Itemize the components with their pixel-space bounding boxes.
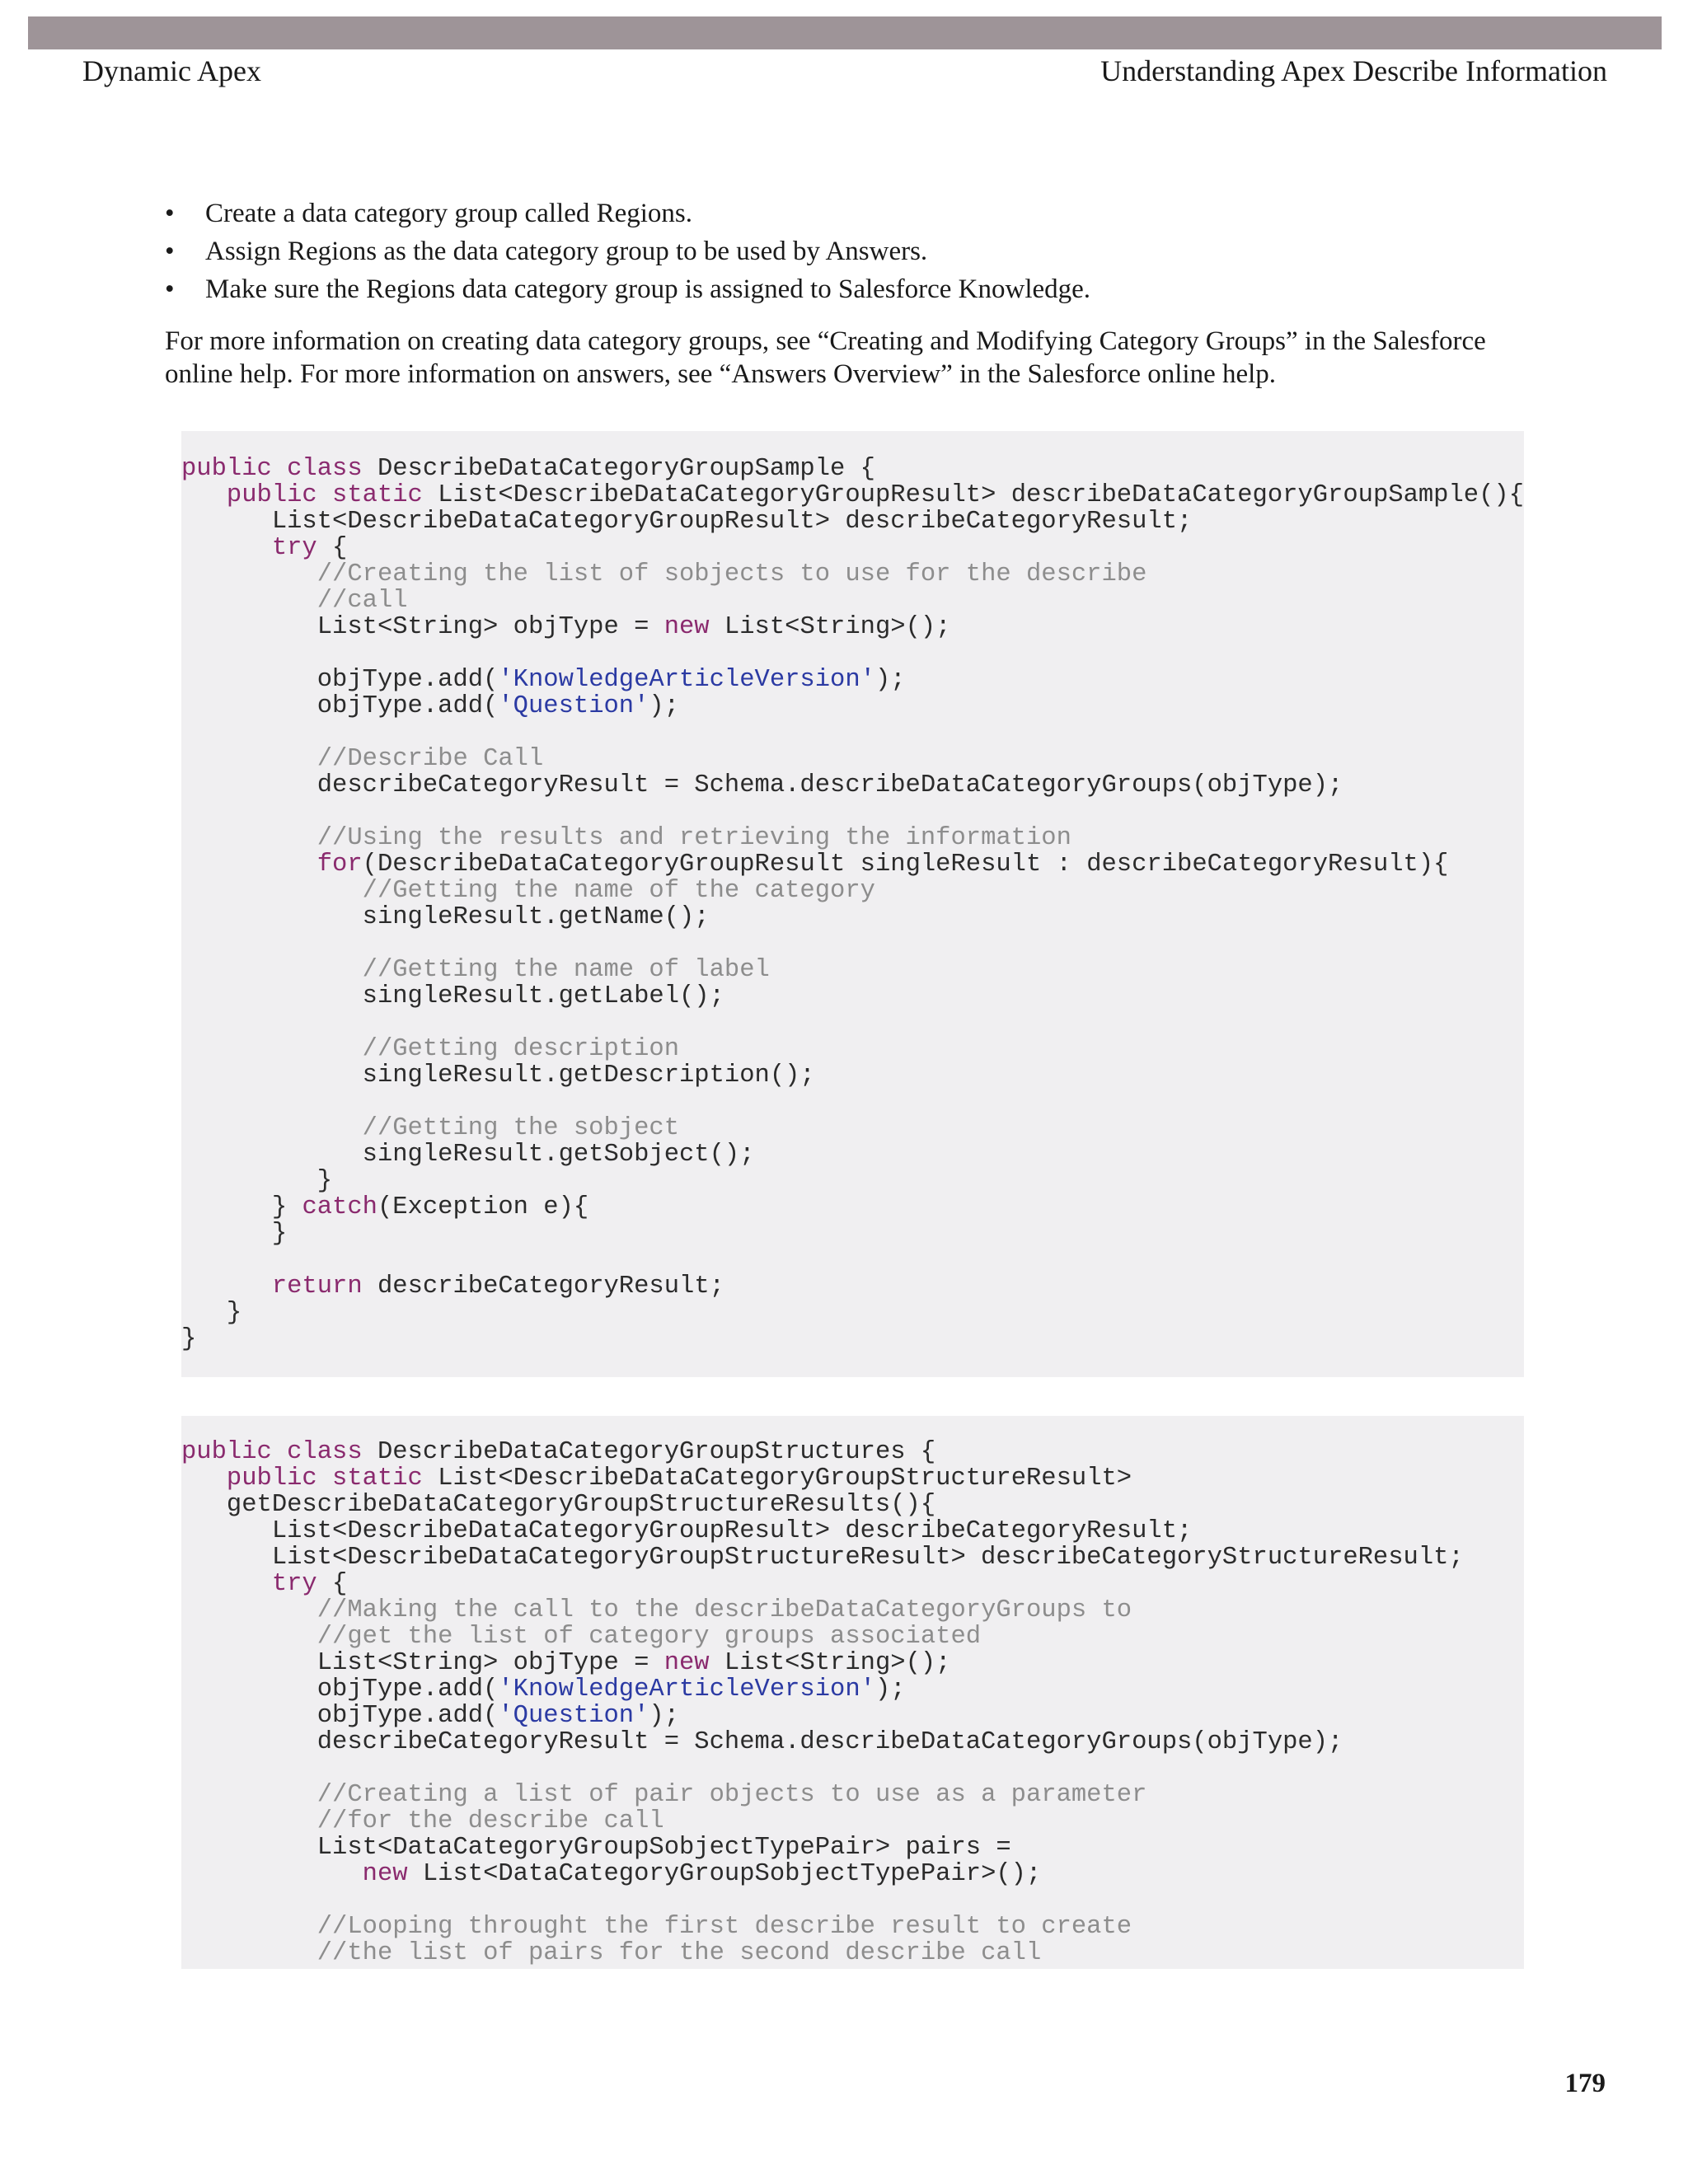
code-line bbox=[181, 561, 1524, 588]
code-text: } bbox=[181, 1325, 197, 1353]
code-keyword: public static bbox=[226, 481, 423, 509]
code-text: } bbox=[181, 1220, 288, 1248]
code-line bbox=[181, 1729, 1464, 1755]
code-keyword: try bbox=[271, 534, 317, 562]
code-line bbox=[181, 878, 1524, 904]
code-comment: //the list of pairs for the second describe call bbox=[316, 1939, 1042, 1967]
code-line bbox=[181, 509, 1524, 535]
code-line bbox=[181, 1861, 1464, 1887]
list-item-text: Assign Regions as the data category group to be used by Answers. bbox=[205, 237, 928, 266]
code-line bbox=[181, 1544, 1464, 1571]
code-text bbox=[181, 745, 317, 773]
code-line bbox=[181, 1326, 1524, 1352]
code-line bbox=[181, 957, 1524, 983]
code-text: ); bbox=[874, 1675, 906, 1704]
list-item bbox=[165, 194, 1525, 232]
code-text: List<String>(); bbox=[709, 1649, 951, 1677]
code-keyword: new bbox=[663, 613, 710, 641]
code-line bbox=[181, 1300, 1524, 1326]
code-text: getDescribeDataCategoryGroupStructureResults(){ bbox=[181, 1491, 936, 1519]
code-line bbox=[181, 772, 1524, 799]
code-text bbox=[181, 1272, 272, 1301]
code-text: List<DescribeDataCategoryGroupResult> describeDataCategoryGroupSample(){ bbox=[422, 481, 1524, 509]
code-keyword: catch bbox=[302, 1193, 377, 1221]
code-keyword: public class bbox=[181, 455, 363, 483]
list-item-text: Create a data category group called Regions. bbox=[205, 199, 693, 228]
code-string: 'KnowledgeArticleVersion' bbox=[498, 1675, 875, 1704]
code-comment: //Getting the name of the category bbox=[362, 877, 875, 905]
code-keyword: new bbox=[362, 1860, 408, 1888]
code-text: } bbox=[181, 1299, 242, 1327]
code-keyword: public static bbox=[226, 1465, 423, 1493]
code-text: { bbox=[316, 534, 348, 562]
code-line bbox=[181, 1755, 1464, 1782]
code-line bbox=[181, 825, 1524, 851]
code-text: DescribeDataCategoryGroupSample { bbox=[362, 455, 875, 483]
code-line bbox=[181, 1703, 1464, 1729]
code-text: objType.add( bbox=[181, 692, 499, 720]
code-text: List<DataCategoryGroupSobjectTypePair>(); bbox=[407, 1860, 1042, 1888]
code-text: List<DescribeDataCategoryGroupStructureResult> describeCategoryStructureResult; bbox=[181, 1544, 1464, 1572]
code-line bbox=[181, 1115, 1524, 1141]
code-line bbox=[181, 1597, 1464, 1624]
section-title: Understanding Apex Describe Information bbox=[1100, 54, 1607, 87]
code-text: ); bbox=[874, 666, 906, 694]
code-keyword: try bbox=[271, 1570, 317, 1598]
list-item bbox=[165, 232, 1525, 270]
list-item-text: Make sure the Regions data category group is assigned to Salesforce Knowledge. bbox=[205, 274, 1091, 304]
code-keyword: new bbox=[663, 1649, 710, 1677]
code-text: objType.add( bbox=[181, 1702, 499, 1730]
code-line bbox=[181, 614, 1524, 640]
code-line bbox=[181, 719, 1524, 746]
code-line bbox=[181, 1168, 1524, 1194]
code-comment: //Making the call to the describeDataCategoryGroups to bbox=[316, 1596, 1132, 1624]
code-line bbox=[181, 1835, 1464, 1861]
code-text bbox=[181, 877, 363, 905]
code-text: { bbox=[316, 1570, 348, 1598]
code-line bbox=[181, 1914, 1464, 1940]
code-comment: //for the describe call bbox=[316, 1807, 664, 1835]
code-text bbox=[181, 534, 272, 562]
code-block-describe-structures bbox=[181, 1439, 1464, 1966]
code-text: List<DescribeDataCategoryGroupResult> describeCategoryResult; bbox=[181, 1517, 1193, 1545]
code-string: 'Question' bbox=[498, 692, 649, 720]
code-text: List<DescribeDataCategoryGroupStructureResult> bbox=[422, 1465, 1132, 1493]
code-line bbox=[181, 1062, 1524, 1089]
code-text: List<String> objType = bbox=[181, 1649, 664, 1677]
code-text: (Exception e){ bbox=[377, 1193, 589, 1221]
code-line bbox=[181, 1141, 1524, 1168]
code-text: singleResult.getDescription(); bbox=[181, 1062, 815, 1090]
code-text bbox=[181, 587, 317, 615]
page-number: 179 bbox=[1564, 2069, 1606, 2098]
code-comment: //get the list of category groups associated bbox=[316, 1623, 982, 1651]
code-line bbox=[181, 1439, 1464, 1465]
code-line bbox=[181, 1676, 1464, 1703]
code-text bbox=[181, 1465, 227, 1493]
code-text: ); bbox=[649, 692, 680, 720]
code-line bbox=[181, 1518, 1464, 1544]
code-string: 'Question' bbox=[498, 1702, 649, 1730]
header-bar bbox=[28, 16, 1662, 49]
code-text bbox=[181, 1807, 317, 1835]
code-line bbox=[181, 482, 1524, 509]
code-line bbox=[181, 640, 1524, 667]
code-line bbox=[181, 1089, 1524, 1115]
code-string: 'KnowledgeArticleVersion' bbox=[498, 666, 875, 694]
code-text: (DescribeDataCategoryGroupResult singleResult : describeCategoryResult){ bbox=[362, 851, 1449, 879]
code-comment: //call bbox=[316, 587, 408, 615]
code-comment: //Using the results and retrieving the information bbox=[316, 824, 1071, 852]
code-line bbox=[181, 1273, 1524, 1300]
list-item bbox=[165, 270, 1525, 308]
code-comment: //Getting description bbox=[362, 1035, 680, 1063]
code-keyword: for bbox=[316, 851, 363, 879]
code-comment: //Creating the list of sobjects to use for the describe bbox=[316, 560, 1147, 588]
code-block-describe-groups bbox=[181, 456, 1524, 1352]
code-text: ); bbox=[649, 1702, 680, 1730]
code-line bbox=[181, 1782, 1464, 1808]
chapter-title: Dynamic Apex bbox=[82, 54, 261, 87]
bullet-glyph: • bbox=[165, 199, 175, 228]
code-text: } bbox=[181, 1167, 333, 1195]
bullet-glyph: • bbox=[165, 237, 175, 266]
code-text bbox=[181, 1913, 317, 1941]
code-comment: //Describe Call bbox=[316, 745, 544, 773]
code-text bbox=[181, 1860, 363, 1888]
code-text bbox=[181, 1623, 317, 1651]
code-text: List<DataCategoryGroupSobjectTypePair> pairs = bbox=[181, 1834, 1011, 1862]
code-text bbox=[181, 560, 317, 588]
code-line bbox=[181, 983, 1524, 1010]
code-line bbox=[181, 667, 1524, 693]
code-text bbox=[181, 1596, 317, 1624]
code-line bbox=[181, 1010, 1524, 1036]
code-line bbox=[181, 746, 1524, 772]
code-text: singleResult.getLabel(); bbox=[181, 982, 724, 1010]
code-text: singleResult.getSobject(); bbox=[181, 1141, 755, 1169]
code-text: List<String>(); bbox=[709, 613, 951, 641]
code-text bbox=[181, 1035, 363, 1063]
code-line bbox=[181, 1247, 1524, 1273]
code-comment: //Getting the sobject bbox=[362, 1114, 680, 1142]
code-comment: //Creating a list of pair objects to use as a parameter bbox=[316, 1781, 1147, 1809]
code-keyword: return bbox=[271, 1272, 363, 1301]
code-text: objType.add( bbox=[181, 1675, 499, 1704]
code-text bbox=[181, 481, 227, 509]
code-line bbox=[181, 1808, 1464, 1835]
code-line bbox=[181, 1465, 1464, 1492]
code-line bbox=[181, 456, 1524, 482]
code-text: List<DescribeDataCategoryGroupResult> describeCategoryResult; bbox=[181, 508, 1193, 536]
code-text: } bbox=[181, 1193, 302, 1221]
code-line bbox=[181, 693, 1524, 719]
bullet-glyph: • bbox=[165, 274, 175, 304]
code-line bbox=[181, 1221, 1524, 1247]
bullet-list bbox=[165, 194, 1525, 308]
code-text bbox=[181, 1114, 363, 1142]
code-text bbox=[181, 956, 363, 984]
code-line bbox=[181, 851, 1524, 878]
code-line bbox=[181, 1650, 1464, 1676]
body-paragraph: For more information on creating data category groups, see “Creating and Modifying Category Groups” in the Salesforce online help. For more information on answers, see “Answers Overview” in the Salesforce online help. bbox=[165, 326, 1486, 389]
code-line bbox=[181, 1940, 1464, 1966]
code-line bbox=[181, 1492, 1464, 1518]
code-text: singleResult.getName(); bbox=[181, 903, 710, 931]
code-text bbox=[181, 1781, 317, 1809]
code-comment: //Getting the name of label bbox=[362, 956, 770, 984]
code-line bbox=[181, 535, 1524, 561]
code-text bbox=[181, 1939, 317, 1967]
code-line bbox=[181, 1571, 1464, 1597]
code-text: DescribeDataCategoryGroupStructures { bbox=[362, 1438, 936, 1466]
code-comment: //Looping throught the first describe result to create bbox=[316, 1913, 1132, 1941]
code-line bbox=[181, 1624, 1464, 1650]
code-text: describeCategoryResult = Schema.describeDataCategoryGroups(objType); bbox=[181, 1728, 1343, 1756]
code-keyword: public class bbox=[181, 1438, 363, 1466]
code-text: describeCategoryResult; bbox=[362, 1272, 724, 1301]
code-line bbox=[181, 1194, 1524, 1221]
code-text: List<String> objType = bbox=[181, 613, 664, 641]
code-text bbox=[181, 824, 317, 852]
code-line bbox=[181, 904, 1524, 930]
code-text: describeCategoryResult = Schema.describeDataCategoryGroups(objType); bbox=[181, 771, 1343, 799]
code-text bbox=[181, 1570, 272, 1598]
code-line bbox=[181, 1036, 1524, 1062]
code-text: objType.add( bbox=[181, 666, 499, 694]
code-line bbox=[181, 588, 1524, 614]
code-line bbox=[181, 1887, 1464, 1914]
code-line bbox=[181, 799, 1524, 825]
code-line bbox=[181, 930, 1524, 957]
code-text bbox=[181, 851, 317, 879]
